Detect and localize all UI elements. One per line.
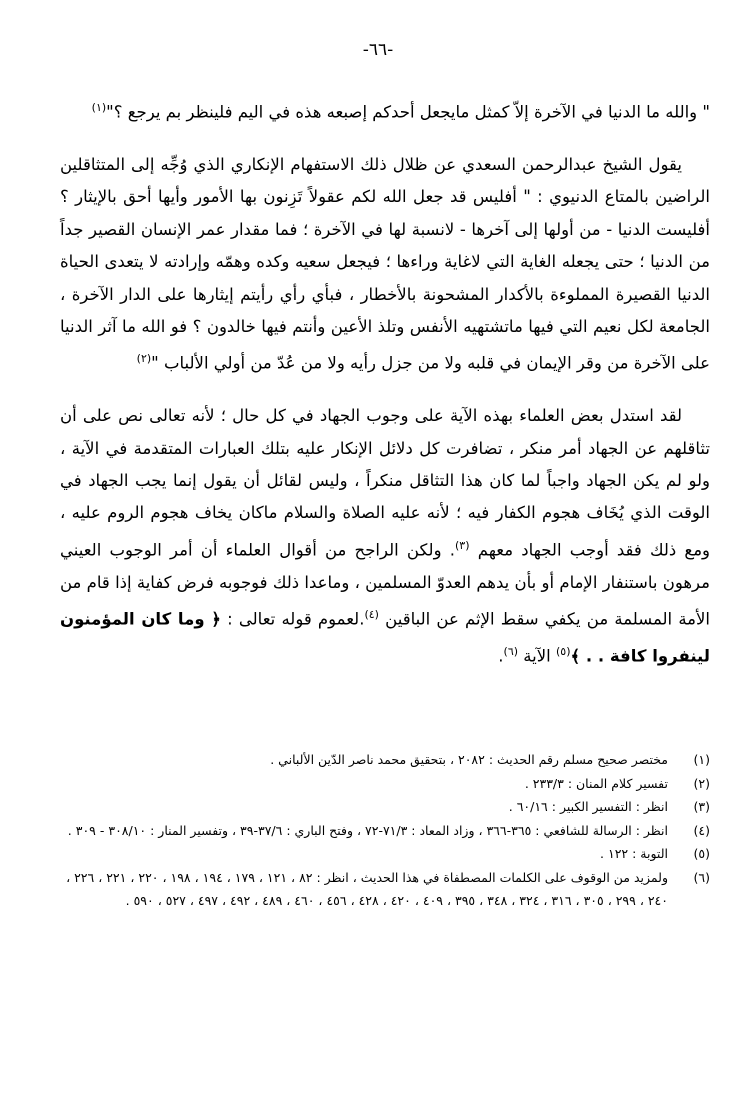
verse-suffix: الآية (523, 646, 551, 666)
jihad-paragraph: لقد استدل بعض العلماء بهذه الآية على وجوب الجهاد في كل حال ؛ لأنه تعالى نص على أن تثاقلهم عن الجهاد أمر منكر ، تضافرت كل دلائل الإنكار عليه بتلك العبارات المتقدمة في الآية ، ولو لم يكن الجهاد واجباً لما كان هذا التثاقل منكراً ، وليس لقائل أن يقول إنما يجب الجهاد في الوقت الذي يُخَاف هجوم الكفار فيه ؛ لأنه عليه الصلاة والسلام ماكان يخاف هجوم الروم عليه ، ومع ذلك فقد أوجب الجهاد معهم $^{(٣)}$. ولكن الراجح من أقوال العلماء أن أمر الوجوب العيني مرهون باستنفار الإمام أو بأن يدهم العدوّ المسلمين ، وماعدا ذلك فوجوبه فرض كفاية إذا قام من الأمة المسلمة من يكفي سقط الإثم عن الباقين $^{(٤)}$.لعموم قوله تعالى : ﴿ وما كان المؤمنون لينفروا كافة . . ﴾$^{(٥)}$ الآية $^{(٦)}$. (60, 406, 711, 666)
footnote-3 (60, 795, 710, 819)
page-number: -٦٦- (362, 40, 394, 60)
footnote-text: انظر : الرسالة للشافعي : ٣٦٥-٣٦٦ ، وزاد المعاد : ٧١/٣-٧٢ ، وفتح الباري : ٣٧/٦-٣٩ ، وتفسير المنار : ٣٠٨/١٠ - ٣٠٩ . (67, 822, 668, 838)
footnote-ref-3: (٣) (455, 538, 470, 552)
generality-text: .لعموم قوله تعالى : (227, 609, 365, 629)
quote-paragraph (60, 92, 710, 129)
footnote-6 (60, 866, 710, 913)
footnote-ref-2: (٢) (136, 352, 152, 366)
footnote-4 (60, 819, 710, 843)
saadi-paragraph (60, 149, 710, 380)
footnote-5 (60, 842, 710, 866)
footnote-ref-5: (٥) (555, 645, 571, 659)
hadith-quote: " والله ما الدنيا في الآخرة إلاّ كمثل مايجعل أحدكم إصبعه هذه في اليم فلينظر بم يرجع ؟" (106, 102, 710, 122)
footnote-text: مختصر صحيح مسلم رقم الحديث : ٢٠٨٢ ، بتحقيق محمد ناصر الدّين الألباني . (270, 752, 668, 767)
quran-verse: ﴿ وما كان المؤمنون لينفروا كافة . . ﴾ (60, 609, 710, 666)
footnote-ref-6: (٦) (503, 645, 519, 659)
footnote-number: (٣) (693, 799, 710, 814)
jihad-text: لقد استدل بعض العلماء بهذه الآية على وجوب الجهاد في كل حال ؛ لأنه تعالى نص على أن تثاقلهم عن الجهاد أمر منكر ، تضافرت كل دلائل الإنكار عليه بتلك العبارات المتقدمة في الآية ، ولو لم يكن الجهاد واجباً لما كان هذا التثاقل منكراً ، وليس لقائل أن يقول إنما يجب الجهاد في الوقت الذي يُخَاف هجوم الكفار فيه ؛ لأنه عليه الصلاة والسلام ماكان يخاف هجوم الروم عليه ، ومع ذلك فقد أوجب الجهاد معهم (60, 406, 711, 560)
footnote-text: ولمزيد من الوقوف على الكلمات المصطفاة في هذا الحديث ، انظر : ٨٢ ، ١٢١ ، ١٧٩ ، ١٩٤ ، ١٩٨ ، ٢٢٠ ، ٢٢١ ، ٢٢٦ ، ٢٤٠ ، ٢٩٩ ، ٣٠٥ ، ٣١٦ ، ٣٢٤ ، ٣٤٨ ، ٣٩٥ ، ٤٠٩ ، ٤٢٠ ، ٤٢٨ ، ٤٥٦ ، ٤٦٠ ، ٤٨٩ ، ٤٩٢ ، ٤٩٧ ، ٥٢٧ ، ٥٩٠ . (66, 869, 668, 908)
footnote-ref-4: (٤) (364, 608, 379, 622)
main-text (60, 92, 710, 673)
footnote-2 (60, 772, 710, 796)
footnote-text: انظر : التفسير الكبير : ٦٠/١٦ . (508, 799, 668, 814)
footnote-number: (٥) (693, 846, 710, 861)
footnote-number: (٢) (693, 775, 710, 791)
saadi-quote: يقول الشيخ عبدالرحمن السعدي عن ظلال ذلك الاستفهام الإنكاري الذي وُجِّه إلى المتثاقلين الراضين بالمتاع الدنيوي : " أفليس قد جعل الله لكم عقولاً تَزِنون بها الأمور وأيها أحق بالإيثار ؟ أفليست الدنيا - من أولها إلى آخرها - لانسبة لها في الآخرة ؛ فما مقدار عمر الإنسان القصير جداً من الدنيا ؛ حتى يجعله الغاية التي لاغاية وراءها ؛ فيجعل سعيه وكده وهمّه وإرادته لا يتعدى الحياة الدنيا القصيرة المملوءة بالأكدار المشحونة بالأخطار ، فبأي رأي رأيتم إيثارها على الدار الآخرة ، الجامعة لكل نعيم التي فيها ماتشتهيه الأنفس وتلذ الأعين وأنتم فيها خالدون ؟ فو الله ما آثر الدنيا على الآخرة من وقر الإيمان في قلبه ولا من جزل رأيه ولا من عُدّ من أولي الألباب " (60, 154, 710, 373)
footnote-number: (٦) (693, 869, 710, 885)
footnotes-section (60, 748, 710, 913)
footnote-text: تفسير كلام المنان : ٢٣٣/٣ . (524, 775, 668, 791)
footnote-number: (٤) (693, 822, 710, 838)
footnote-1 (60, 748, 710, 772)
footnote-number: (١) (693, 752, 710, 767)
ruling-text: . ولكن الراجح من أقوال العلماء أن أمر الوجوب العيني مرهون باستنفار الإمام أو بأن يدهم العدوّ المسلمين ، وماعدا ذلك فوجوبه فرض كفاية إذا قام من الأمة المسلمة من يكفي سقط الإثم عن الباقين (60, 540, 710, 629)
footnote-text: التوبة : ١٢٢ . (600, 846, 668, 861)
footnote-ref-1: (١) (91, 101, 107, 114)
